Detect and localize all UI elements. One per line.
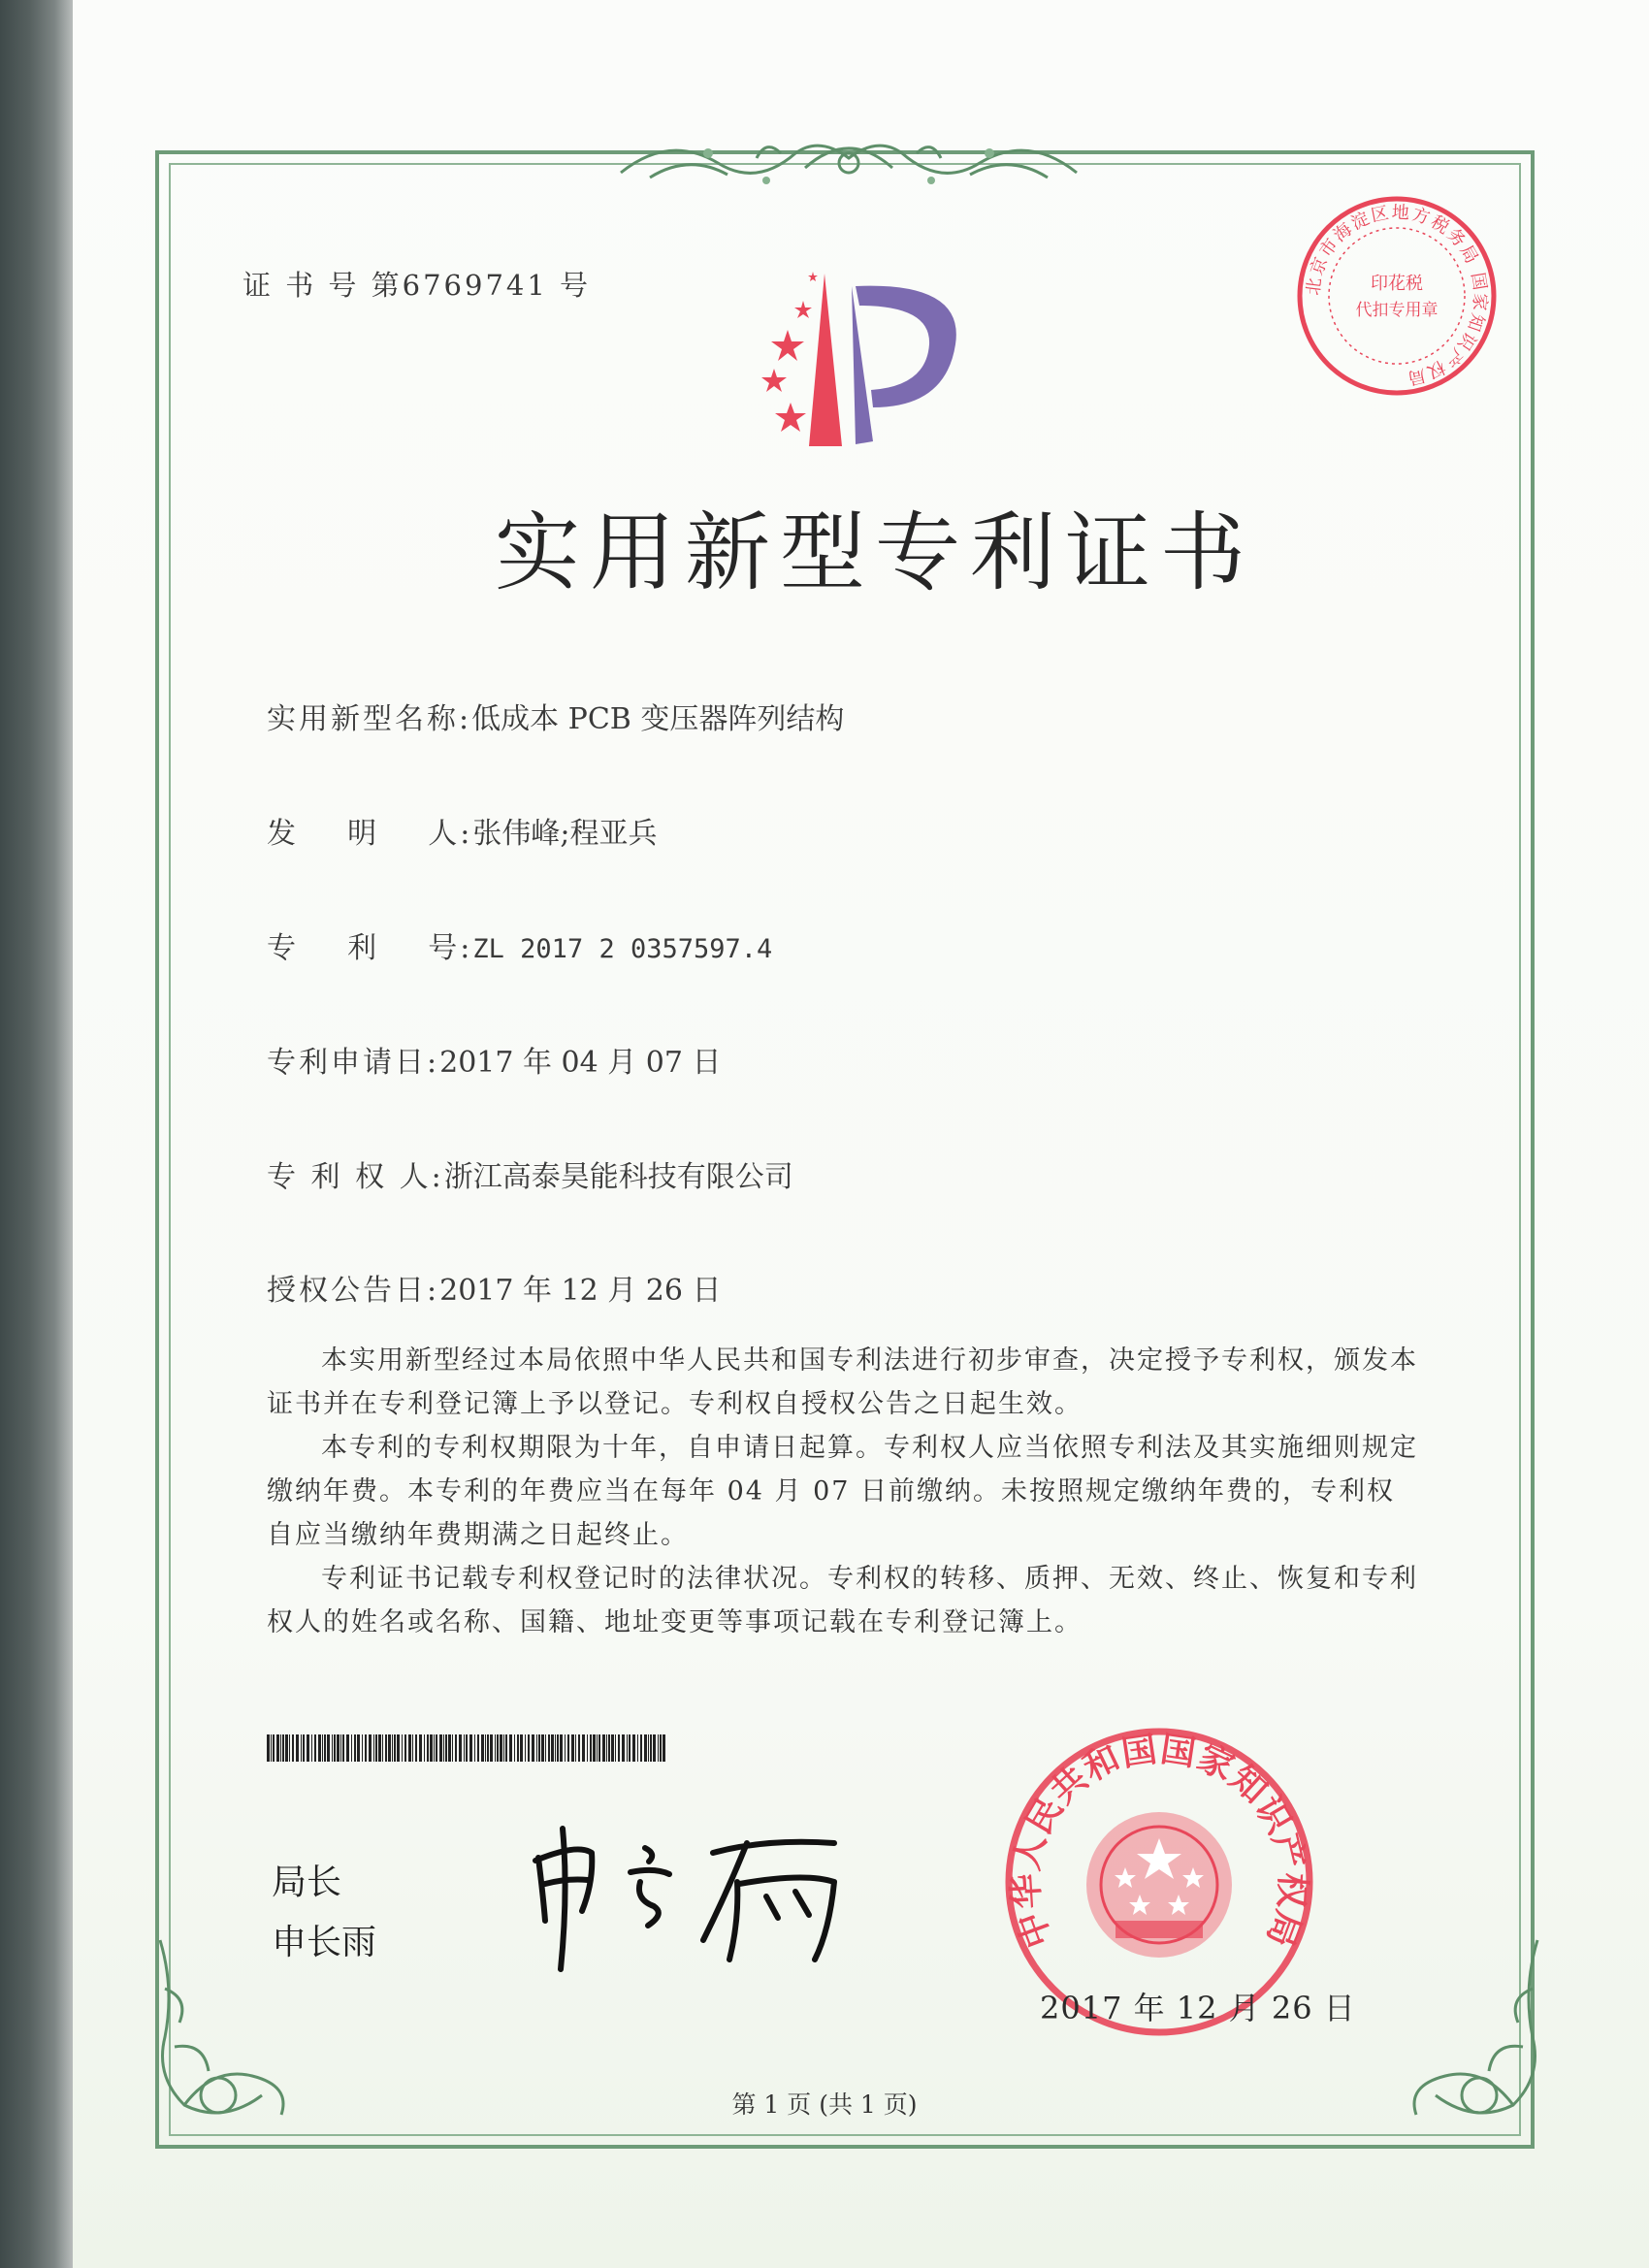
field-value: 低成本 PCB 变压器阵列结构 bbox=[471, 702, 845, 736]
patent-office-logo bbox=[728, 262, 970, 456]
certificate-title: 实用新型专利证书 bbox=[495, 502, 1256, 602]
tax-stamp bbox=[1290, 189, 1504, 403]
director-title: 局长 bbox=[272, 1863, 342, 1902]
page-footer: 第 1 页 (共 1 页) bbox=[731, 2090, 918, 2119]
field-value: 2017 年 04 月 07 日 bbox=[439, 1046, 722, 1080]
field-value: ZL 2017 2 0357597.4 bbox=[472, 934, 773, 964]
body-paragraph: 专利证书记载专利权登记时的法律状况。专利权的转移、质押、无效、终止、恢复和专利权人的姓名或名称、国籍、地址变更等事项记载在专利登记簿上。 bbox=[267, 1564, 1418, 1637]
certificate-number: 证 书 号 第6769741 号 bbox=[242, 269, 592, 302]
field-inventors bbox=[267, 809, 658, 852]
binding-spine bbox=[0, 0, 73, 2268]
official-seal-text: 中华人民共和国国家知识产权局 bbox=[1006, 1729, 1312, 1954]
tax-stamp-ring-text: 北京市海淀区地方税务局 国家知识产权局 bbox=[1303, 202, 1491, 389]
svg-text:北京市海淀区地方税务局 国家知识产权局 bbox=[1304, 203, 1491, 389]
field-value: 张伟峰;程亚兵 bbox=[472, 817, 658, 851]
body-paragraph: 本实用新型经过本局依照中华人民共和国专利法进行初步审查，决定授予专利权，颁发本证书并在专利登记簿上予以登记。专利权自授权公告之日起生效。 bbox=[267, 1345, 1418, 1419]
field-grant-date bbox=[267, 1266, 722, 1309]
field-value: 2017 年 12 月 26 日 bbox=[439, 1274, 722, 1308]
field-patent-number bbox=[267, 923, 772, 966]
certificate-body bbox=[267, 1339, 1421, 1644]
field-application-date bbox=[267, 1038, 722, 1081]
seal-date: 2017 年 12 月 26 日 bbox=[1040, 1990, 1356, 2026]
field-label: 专 利 号: bbox=[267, 931, 473, 965]
field-label: 授权公告日: bbox=[267, 1274, 440, 1308]
field-label: 专 利 权 人: bbox=[267, 1160, 444, 1194]
director-signature bbox=[524, 1814, 873, 1979]
barcode bbox=[267, 1734, 666, 1762]
top-ornament bbox=[611, 124, 1086, 202]
field-utility-model-name bbox=[267, 695, 844, 737]
field-label: 专利申请日: bbox=[267, 1046, 440, 1080]
tax-stamp-line2: 代扣专用章 bbox=[1355, 301, 1439, 320]
field-label: 发 明 人: bbox=[267, 817, 473, 851]
field-label: 实用新型名称: bbox=[267, 702, 472, 736]
field-value: 浙江高泰昊能科技有限公司 bbox=[443, 1160, 793, 1194]
body-paragraph: 本专利的专利权期限为十年，自申请日起算。专利权人应当依照专利法及其实施细则规定缴纳年费。本专利的年费应当在每年 04 月 07 日前缴纳。未按照规定缴纳年费的，专利权自应当缴纳年费期满之日起终止。 bbox=[267, 1433, 1418, 1550]
field-patentee bbox=[267, 1152, 793, 1195]
tax-stamp-line1: 印花税 bbox=[1371, 274, 1423, 294]
director-name: 申长雨 bbox=[272, 1923, 377, 1962]
